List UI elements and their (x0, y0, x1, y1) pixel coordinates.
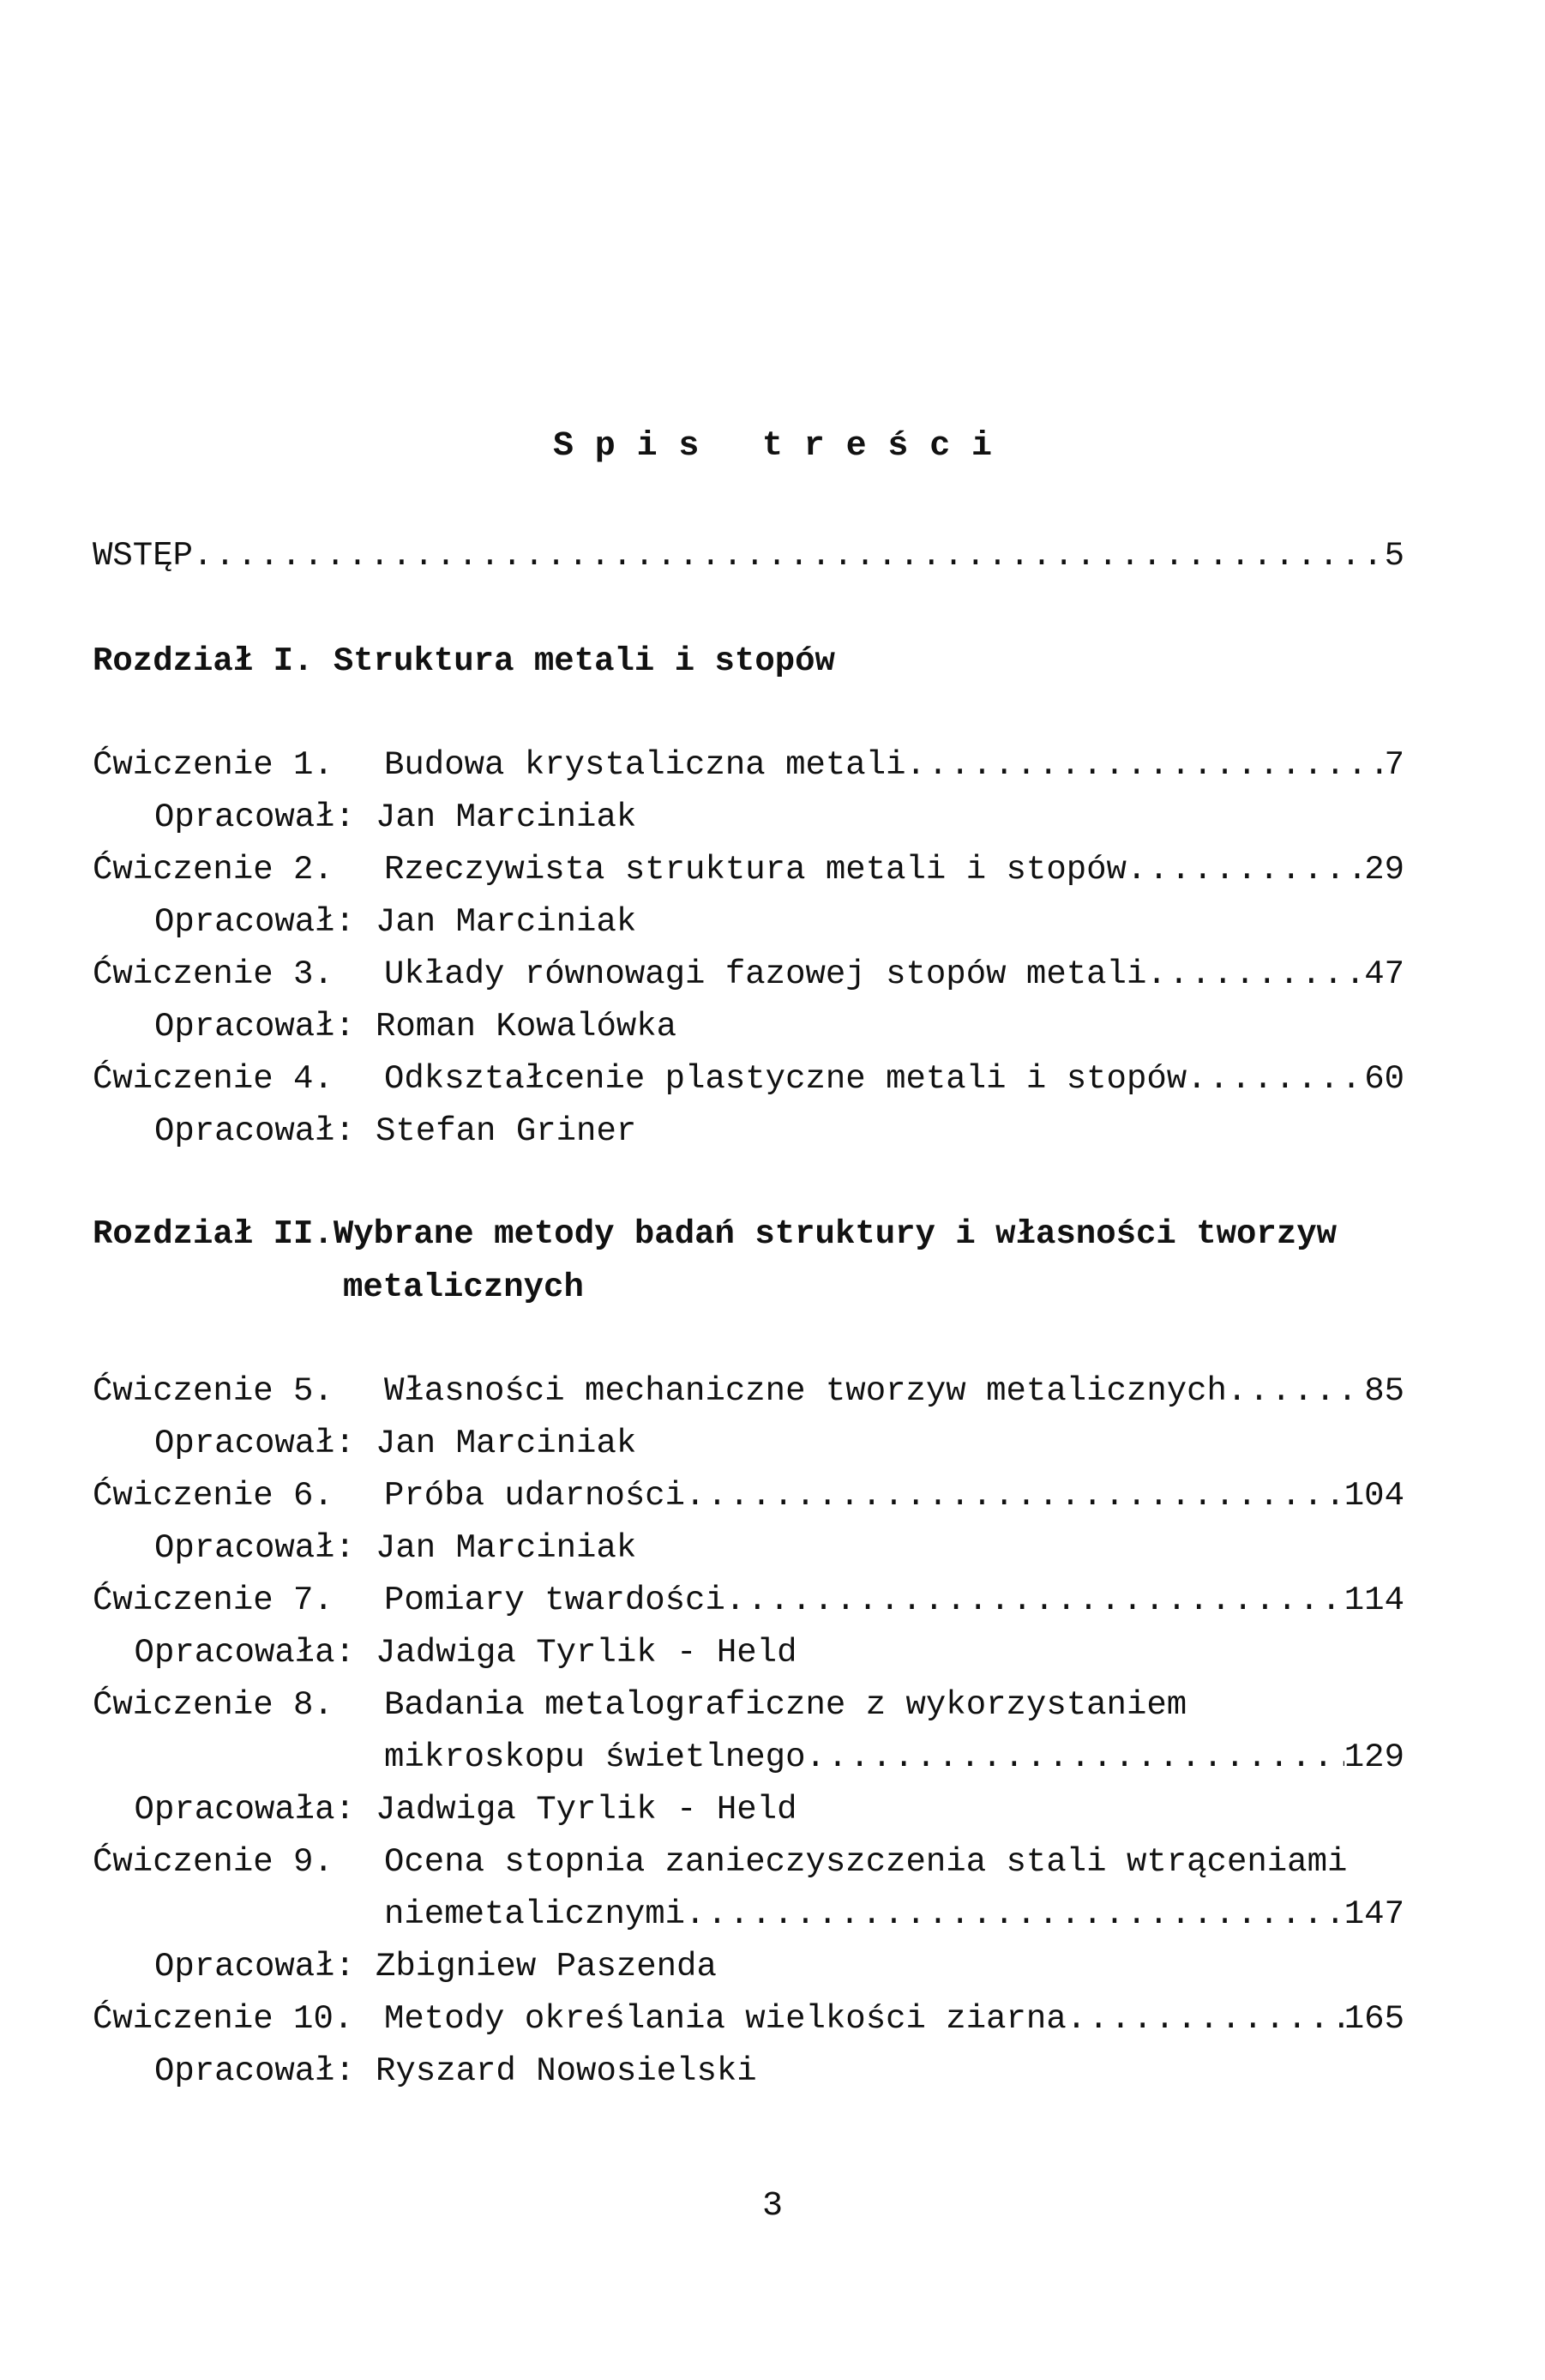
author-name: Ryszard Nowosielski (376, 2052, 757, 2090)
author-line (93, 1109, 1404, 1154)
leader-dots (1187, 1057, 1364, 1101)
author-name: Jan Marciniak (376, 1529, 637, 1567)
exercise-label: Ćwiczenie 3. (93, 955, 334, 993)
toc-entry-page: 165 (1344, 2000, 1404, 2038)
author-label: Opracował: (153, 1008, 355, 1045)
toc-entry-page: 5 (1384, 537, 1404, 575)
exercise-label: Ćwiczenie 9. (93, 1843, 334, 1881)
author-label: Opracował: (153, 1948, 355, 1985)
author-line (93, 1630, 1404, 1675)
exercise-title-first-line (384, 1683, 1404, 1727)
leader-dots (805, 1735, 1344, 1780)
author-name: Stefan Griner (376, 1112, 637, 1150)
exercise-label: Ćwiczenie 6. (93, 1477, 334, 1515)
toc-entry-label: WSTĘP (93, 537, 194, 575)
toc-entry-exercise[interactable] (384, 1473, 1404, 1518)
author-label: Opracowała: (134, 1791, 355, 1829)
toc-entry-page: 7 (1384, 746, 1404, 784)
toc-entry-exercise[interactable] (384, 1578, 1404, 1623)
page-title: Spis treści (552, 427, 1013, 466)
exercise-label: Ćwiczenie 2. (93, 851, 334, 889)
exercise-label: Ćwiczenie 7. (93, 1582, 334, 1619)
toc-entry-exercise[interactable] (384, 1369, 1404, 1413)
author-line (93, 795, 1404, 840)
author-label: Opracowała: (134, 1634, 355, 1672)
toc-entry-page: 114 (1344, 1582, 1404, 1619)
toc-entry-page: 104 (1344, 1477, 1404, 1515)
author-name: Roman Kowalówka (376, 1008, 677, 1045)
leader-dots (1227, 1369, 1364, 1413)
chapter-heading: Rozdział I. Struktura metali i stopów (93, 642, 835, 680)
author-label: Opracował: (153, 798, 355, 836)
author-line (93, 1787, 1404, 1832)
author-label: Opracował: (153, 1425, 355, 1462)
leader-dots (1127, 847, 1364, 892)
author-name: Zbigniew Paszenda (376, 1948, 717, 1985)
exercise-title: Pomiary twardości (384, 1582, 725, 1619)
author-label: Opracował: (153, 2052, 355, 2090)
toc-entry-exercise[interactable] (384, 1057, 1404, 1101)
author-name: Jan Marciniak (376, 903, 637, 941)
exercise-title-continued: mikroskopu świetlnego (384, 1738, 806, 1776)
toc-entry-page: 147 (1344, 1895, 1404, 1933)
exercise-title-first-line (384, 1840, 1404, 1884)
exercise-title: Metody określania wielkości ziarna (384, 2000, 1067, 2038)
toc-entry-intro[interactable] (93, 533, 1404, 578)
author-line (93, 900, 1404, 944)
author-name: Jan Marciniak (376, 1425, 637, 1462)
exercise-label: Ćwiczenie 10. (93, 2000, 354, 2038)
author-line (93, 1004, 1404, 1049)
leader-dots (725, 1578, 1344, 1623)
exercise-label: Ćwiczenie 4. (93, 1060, 334, 1098)
exercise-title: Ocena stopnia zanieczyszczenia stali wtrąceniami (384, 1843, 1348, 1881)
author-name: Jadwiga Tyrlik - Held (376, 1791, 797, 1829)
author-line (93, 1421, 1404, 1466)
exercise-title: Odkształcenie plastyczne metali i stopów (384, 1060, 1187, 1098)
leader-dots (906, 743, 1385, 787)
author-name: Jadwiga Tyrlik - Held (376, 1634, 797, 1672)
author-label: Opracował: (153, 1529, 355, 1567)
leader-dots (685, 1892, 1344, 1937)
exercise-title: Badania metalograficzne z wykorzystaniem (384, 1686, 1187, 1724)
exercise-title: Budowa krystaliczna metali (384, 746, 906, 784)
author-name: Jan Marciniak (376, 798, 637, 836)
toc-entry-exercise[interactable] (384, 847, 1404, 892)
page-number: 3 (761, 2187, 783, 2226)
toc-entry-page: 47 (1364, 955, 1404, 993)
toc-entry-page: 129 (1344, 1738, 1404, 1776)
toc-entry-page: 60 (1364, 1060, 1404, 1098)
exercise-title-continued: niemetalicznymi (384, 1895, 686, 1933)
exercise-title: Próba udarności (384, 1477, 686, 1515)
toc-entry-page: 29 (1364, 851, 1404, 889)
toc-entry-exercise[interactable] (384, 1892, 1404, 1937)
exercise-title: Rzeczywista struktura metali i stopów (384, 851, 1127, 889)
toc-entry-page: 85 (1364, 1372, 1404, 1410)
toc-entry-exercise[interactable] (384, 743, 1404, 787)
exercise-label: Ćwiczenie 8. (93, 1686, 334, 1724)
leader-dots (1067, 1997, 1344, 2041)
toc-entry-exercise[interactable] (384, 952, 1404, 997)
author-label: Opracował: (153, 1112, 355, 1150)
toc-entry-exercise[interactable] (384, 1735, 1404, 1780)
toc-entry-exercise[interactable] (384, 1997, 1404, 2041)
author-label: Opracował: (153, 903, 355, 941)
leader-dots (193, 533, 1385, 578)
chapter-heading-continued: metalicznych (343, 1268, 584, 1306)
leader-dots (1146, 952, 1364, 997)
chapter-heading: Rozdział II.Wybrane metody badań struktury i własności tworzyw (93, 1215, 1338, 1253)
leader-dots (685, 1473, 1344, 1518)
exercise-title: Układy równowagi fazowej stopów metali (384, 955, 1147, 993)
exercise-label: Ćwiczenie 5. (93, 1372, 334, 1410)
author-line (93, 2049, 1404, 2094)
exercise-title: Własności mechaniczne tworzyw metalicznych (384, 1372, 1227, 1410)
exercise-label: Ćwiczenie 1. (93, 746, 334, 784)
author-line (93, 1944, 1404, 1989)
author-line (93, 1526, 1404, 1570)
